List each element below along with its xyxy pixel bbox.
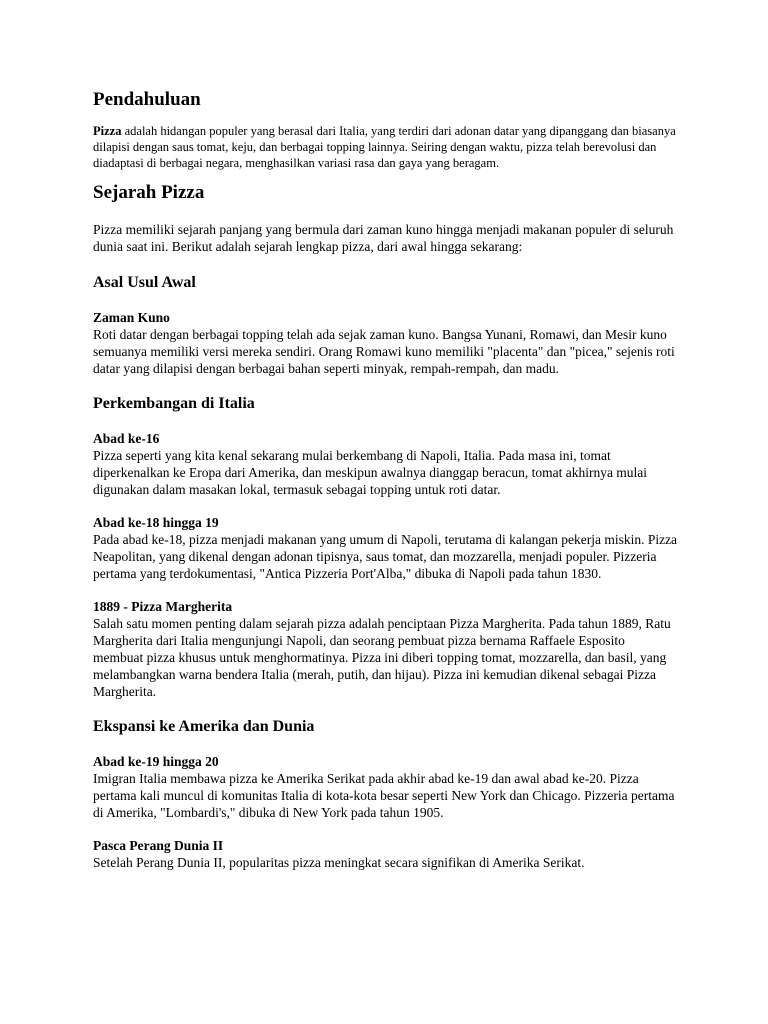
world-item-title: Pasca Perang Dunia II <box>93 838 224 853</box>
document-page <box>93 88 678 871</box>
origin-heading: Asal Usul Awal <box>93 274 196 291</box>
italy-item-text: Pizza seperti yang kita kenal sekarang mulai berkembang di Napoli, Italia. Pada masa ini, tomat diperkenalkan ke Eropa dari Amerika, dan meskipun awalnya dianggap beracun, tomat akhirnya mulai digunakan dalam masakan lokal, termasuk sebagai topping untuk roti datar. <box>93 448 648 497</box>
world-heading: Ekspansi ke Amerika dan Dunia <box>93 718 315 735</box>
history-heading: Sejarah Pizza <box>93 182 205 203</box>
italy-item-title: Abad ke-16 <box>93 431 160 446</box>
origin-item-text: Roti datar dengan berbagai topping telah ada sejak zaman kuno. Bangsa Yunani, Romawi, dan Mesir kuno semuanya memiliki versi mereka sendiri. Orang Romawi kuno memiliki "placenta" dan "picea," sejenis roti datar yang dilapisi dengan berbagai bahan seperti minyak, rempah-rempah, dan madu. <box>93 327 675 376</box>
world-item-text: Setelah Perang Dunia II, popularitas pizza meningkat secara signifikan di Amerika Serikat. <box>93 855 585 870</box>
italy-item-text: Pada abad ke-18, pizza menjadi makanan yang umum di Napoli, terutama di kalangan pekerja miskin. Pizza Neapolitan, yang dikenal dengan adonan tipisnya, saus tomat, dan mozzarella, menjadi populer. Pizzeria pertama yang terdokumentasi, "Antica Pizzeria Port'Alba," dibuka di Napoli pada tahun 1830. <box>93 532 678 581</box>
italy-item-title: 1889 - Pizza Margherita <box>93 599 233 614</box>
world-item-title: Abad ke-19 hingga 20 <box>93 754 219 769</box>
italy-heading: Perkembangan di Italia <box>93 395 255 412</box>
italy-item-title: Abad ke-18 hingga 19 <box>93 515 219 530</box>
intro-heading: Pendahuluan <box>93 89 201 110</box>
history-intro: Pizza memiliki sejarah panjang yang bermula dari zaman kuno hingga menjadi makanan populer di seluruh dunia saat ini. Berikut adalah sejarah lengkap pizza, dari awal hingga sekarang: <box>93 222 674 254</box>
intro-lead-word: Pizza <box>93 124 122 138</box>
intro-paragraph <box>93 123 678 171</box>
intro-text: adalah hidangan populer yang berasal dari Italia, yang terdiri dari adonan datar yang dipanggang dan biasanya dilapisi dengan saus tomat, keju, dan berbagai topping lainnya. Seiring dengan waktu, pizza telah berevolusi dan diadaptasi di berbagai negara, menghasilkan variasi rasa dan gaya yang beragam. <box>93 124 676 170</box>
world-item-text: Imigran Italia membawa pizza ke Amerika Serikat pada akhir abad ke-19 dan awal abad ke-20. Pizza pertama kali muncul di komunitas Italia di kota-kota besar seperti New York dan Chicago. Pizzeria pertama di Amerika, "Lombardi's," dibuka di New York pada tahun 1905. <box>93 771 675 820</box>
origin-item-title: Zaman Kuno <box>93 310 170 325</box>
italy-item-text: Salah satu momen penting dalam sejarah pizza adalah penciptaan Pizza Margherita. Pada tahun 1889, Ratu Margherita dari Italia mengunjungi Napoli, dan seorang pembuat pizza bernama Raffaele Esposito membuat pizza khusus untuk menghormatinya. Pizza ini diberi topping tomat, mozzarella, dan basil, yang melambangkan warna bendera Italia (merah, putih, dan hijau). Pizza ini kemudian dikenal sebagai Pizza Margherita. <box>93 616 671 699</box>
